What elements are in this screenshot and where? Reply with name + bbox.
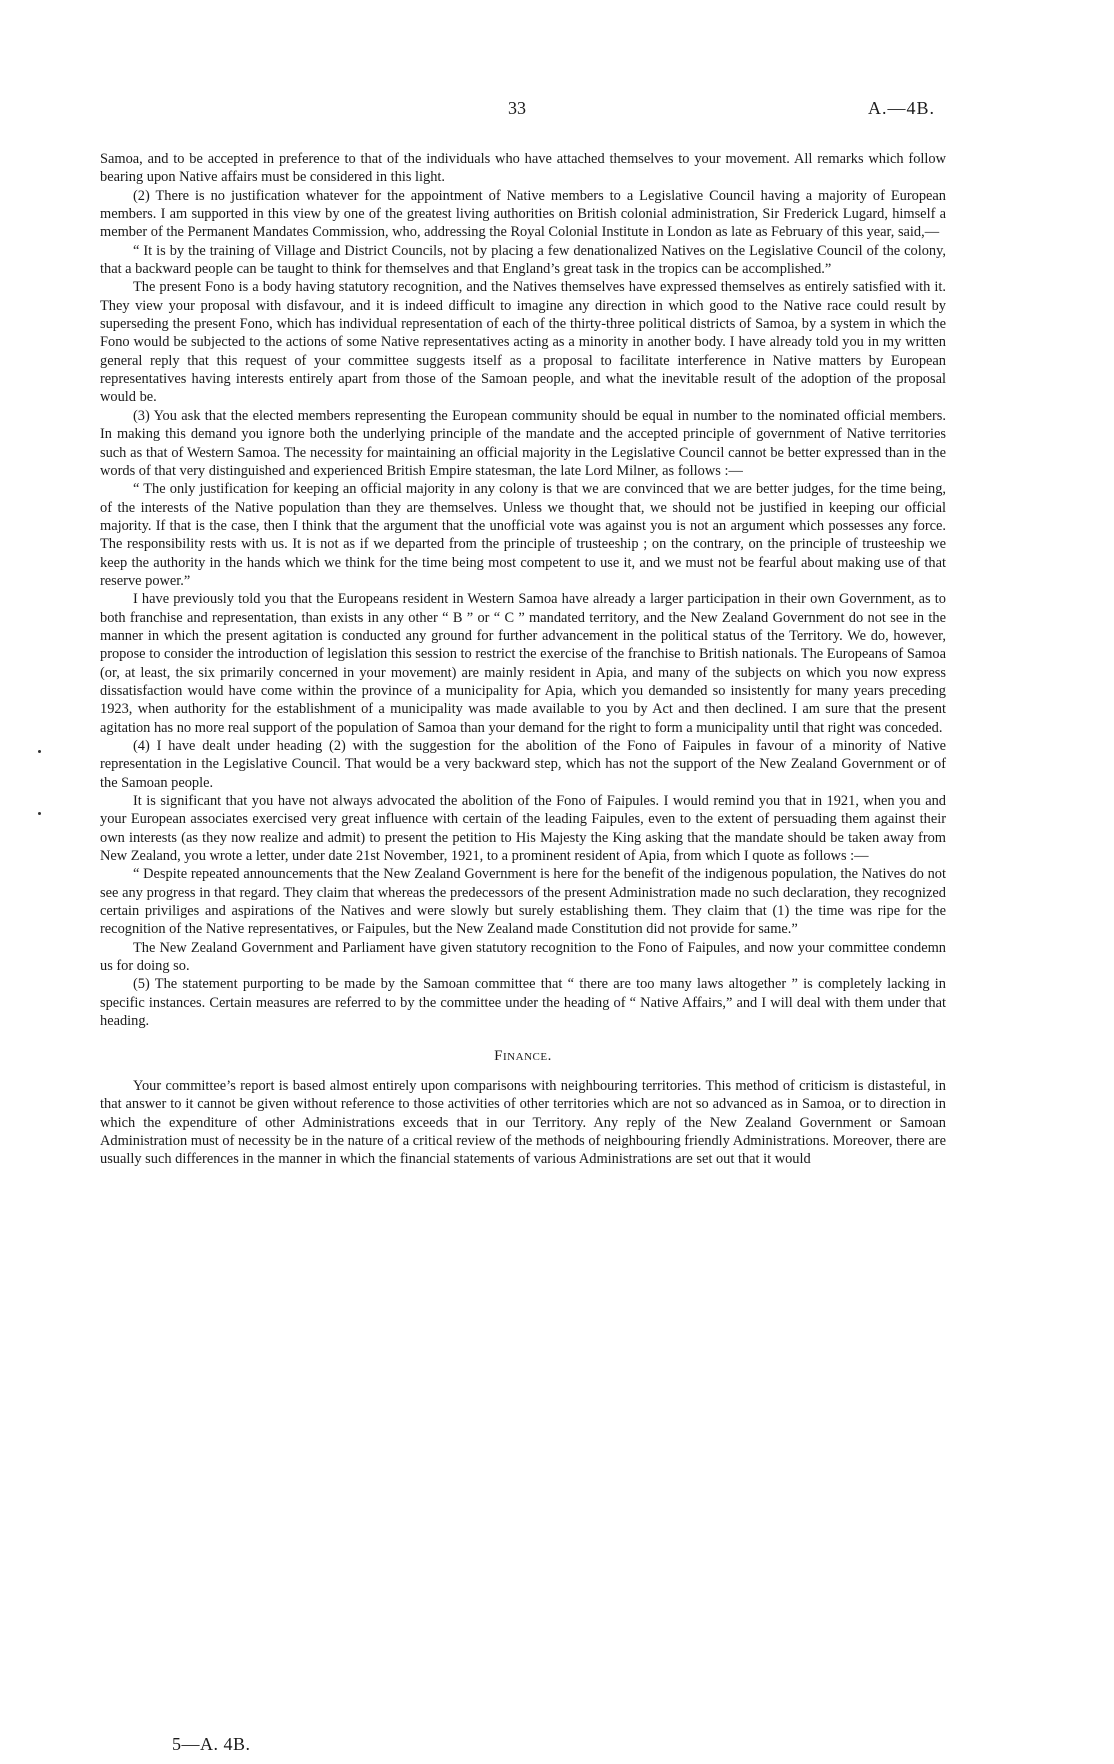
paragraph: The New Zealand Government and Parliament have given statutory recognition to the Fono of Faipules, and now your committee condemn us for doing so. [100,939,946,975]
paragraph: I have previously told you that the Europeans resident in Western Samoa have already a larger participation in their own Government, as to both franchise and representation, than exists in any other “ B ” or “ C ” mandated territory, and the New Zealand Government do not see in the manner in which the present agitation is conducted any ground for further advancement in the political status of the Territory. We do, however, propose to consider the introduction of legislation this session to restrict the exercise of the franchise to British nationals. The Europeans of Samoa (or, at least, the six primarily concerned in your movement) are mainly resident in Apia, and many of the subjects on which you now express dissatisfaction would have come within the province of a municipality for Apia, which you demanded so insistently for many years preceding 1923, when authority for the establishment of a municipality was made available to you by Act and then declined. I am sure that the present agitation has no more real support of the population of Samoa than your demand for the right to form a municipality until that right was conceded. [100,591,946,736]
margin-mark [38,750,41,753]
paragraph: (2) There is no justification whatever for the appointment of Native members to a Legislative Council having a majority of European members. I am supported in this view by one of the greatest living authorities on British colonial administration, Sir Frederick Lugard, himself a member of the Permanent Mandates Commission, who, addressing the Royal Colonial Institute in London as late as February of this year, said,— [100,187,946,241]
quotation: “ The only justification for keeping an official majority in any colony is that we are convinced that we are better judges, for the time being, of the interests of the Native population than they are themselves. Unless we thought that, we should not be justified in keeping our official majority. If that is the case, then I think that the argument that the unofficial vote was against you is not an argument which possesses any force. The responsibility rests with us. It is not as if we departed from the principle of trusteeship ; on the contrary, on the principle of trusteeship we keep the authority in the hands which we think for the time being most competent to use it, and we must not be fearful about making use of that reserve power.” [100,481,946,589]
document-reference: A.—4B. [868,98,936,118]
paragraph: Your committee’s report is based almost entirely upon comparisons with neighbouring territories. This method of criticism is distasteful, in that answer to it cannot be given without reference to those activities of other territories which are not so advanced as in Samoa, or to direction in which the expenditure of other Administrations exceeds that in our Territory. Any reply of the New Zealand Government or Samoan Administration must of necessity be in the nature of a critical review of the methods of neighbouring friendly Administrations. Moreover, there are usually such differences in the manner in which the financial statements of various Administrations are set out that it would [100,1077,946,1168]
margin-mark [38,812,41,815]
paragraph: It is significant that you have not always advocated the abolition of the Fono of Faipules. I would remind you that in 1921, when you and your European associates exercised very great influence with certain of the leading Faipules, even to the extent of persuading them against their own interests (as they now realize and admit) to present the petition to His Majesty the King asking that the mandate should be taken away from New Zealand, you wrote a letter, under date 21st November, 1921, to a prominent resident of Apia, from which I quote as follows :— [100,793,946,865]
quotation: “ It is by the training of Village and District Councils, not by placing a few denationalized Natives on the Legislative Council of the colony, that a backward people can be taught to think for themselves and that England’s great task in the tropics can be accomplished.” [100,242,946,278]
paragraph: (4) I have dealt under heading (2) with the suggestion for the abolition of the Fono of Faipules in favour of a minority of Native representation in the Legislative Council. That would be a very backward step, which has not the support of the New Zealand Government or of the Samoan people. [100,738,946,791]
quotation: “ Despite repeated announcements that the New Zealand Government is here for the benefit of the indigenous population, the Natives do not see any progress in that regard. They claim that whereas the predecessors of the present Administration made no such declaration, they recognized certain priviliges and aspirations of the Natives and were slowly but surely establishing them. They claim that (1) the time was ripe for the recognition of the Native representatives, or Faipules, but the New Zealand made Constitution did not provide for same.” [100,866,946,938]
paragraph: Samoa, and to be accepted in preference to that of the individuals who have attached themselves to your movement. All remarks which follow bearing upon Native affairs must be considered in this light. [100,151,946,186]
section-heading: Finance. [494,1047,552,1064]
paragraph: (5) The statement purporting to be made by the Samoan committee that “ there are too many laws altogether ” is completely lacking in specific instances. Certain measures are referred to by the committee under the heading of “ Native Affairs,” and I will deal with them under that heading. [100,976,946,1030]
paragraph: The present Fono is a body having statutory recognition, and the Natives themselves have expressed themselves as entirely satisfied with it. They view your proposal with disfavour, and it is indeed difficult to imagine any direction in which good to the Native race could result by superseding the present Fono, which has individual representation of each of the thirty-three political districts of Samoa, by a system in which the Fono would be subjected to the actions of some Native representatives acting as a minority in another body. I have already told you in my written general reply that this request of your committee suggests itself as a proposal to facilitate interference in Native matters by European representatives having interests entirely apart from those of the Samoan people, and what the inevitable result of the adoption of the proposal would be. [100,279,946,406]
page-footer-signature: 5—A. 4B. [172,1734,251,1754]
paragraph: (3) You ask that the elected members representing the European community should be equal in number to the nominated official members. In making this demand you ignore both the underlying principle of the mandate and the accepted principle of government of Native territories such as that of Western Samoa. The necessity for maintaining an official majority in the Legislative Council cannot be better expressed than in the words of that very distinguished and experienced British Empire statesman, the late Lord Milner, as follows :— [100,407,946,479]
body-text [100,150,946,1169]
page-header [0,98,1114,122]
page-number: 33 [508,98,526,118]
